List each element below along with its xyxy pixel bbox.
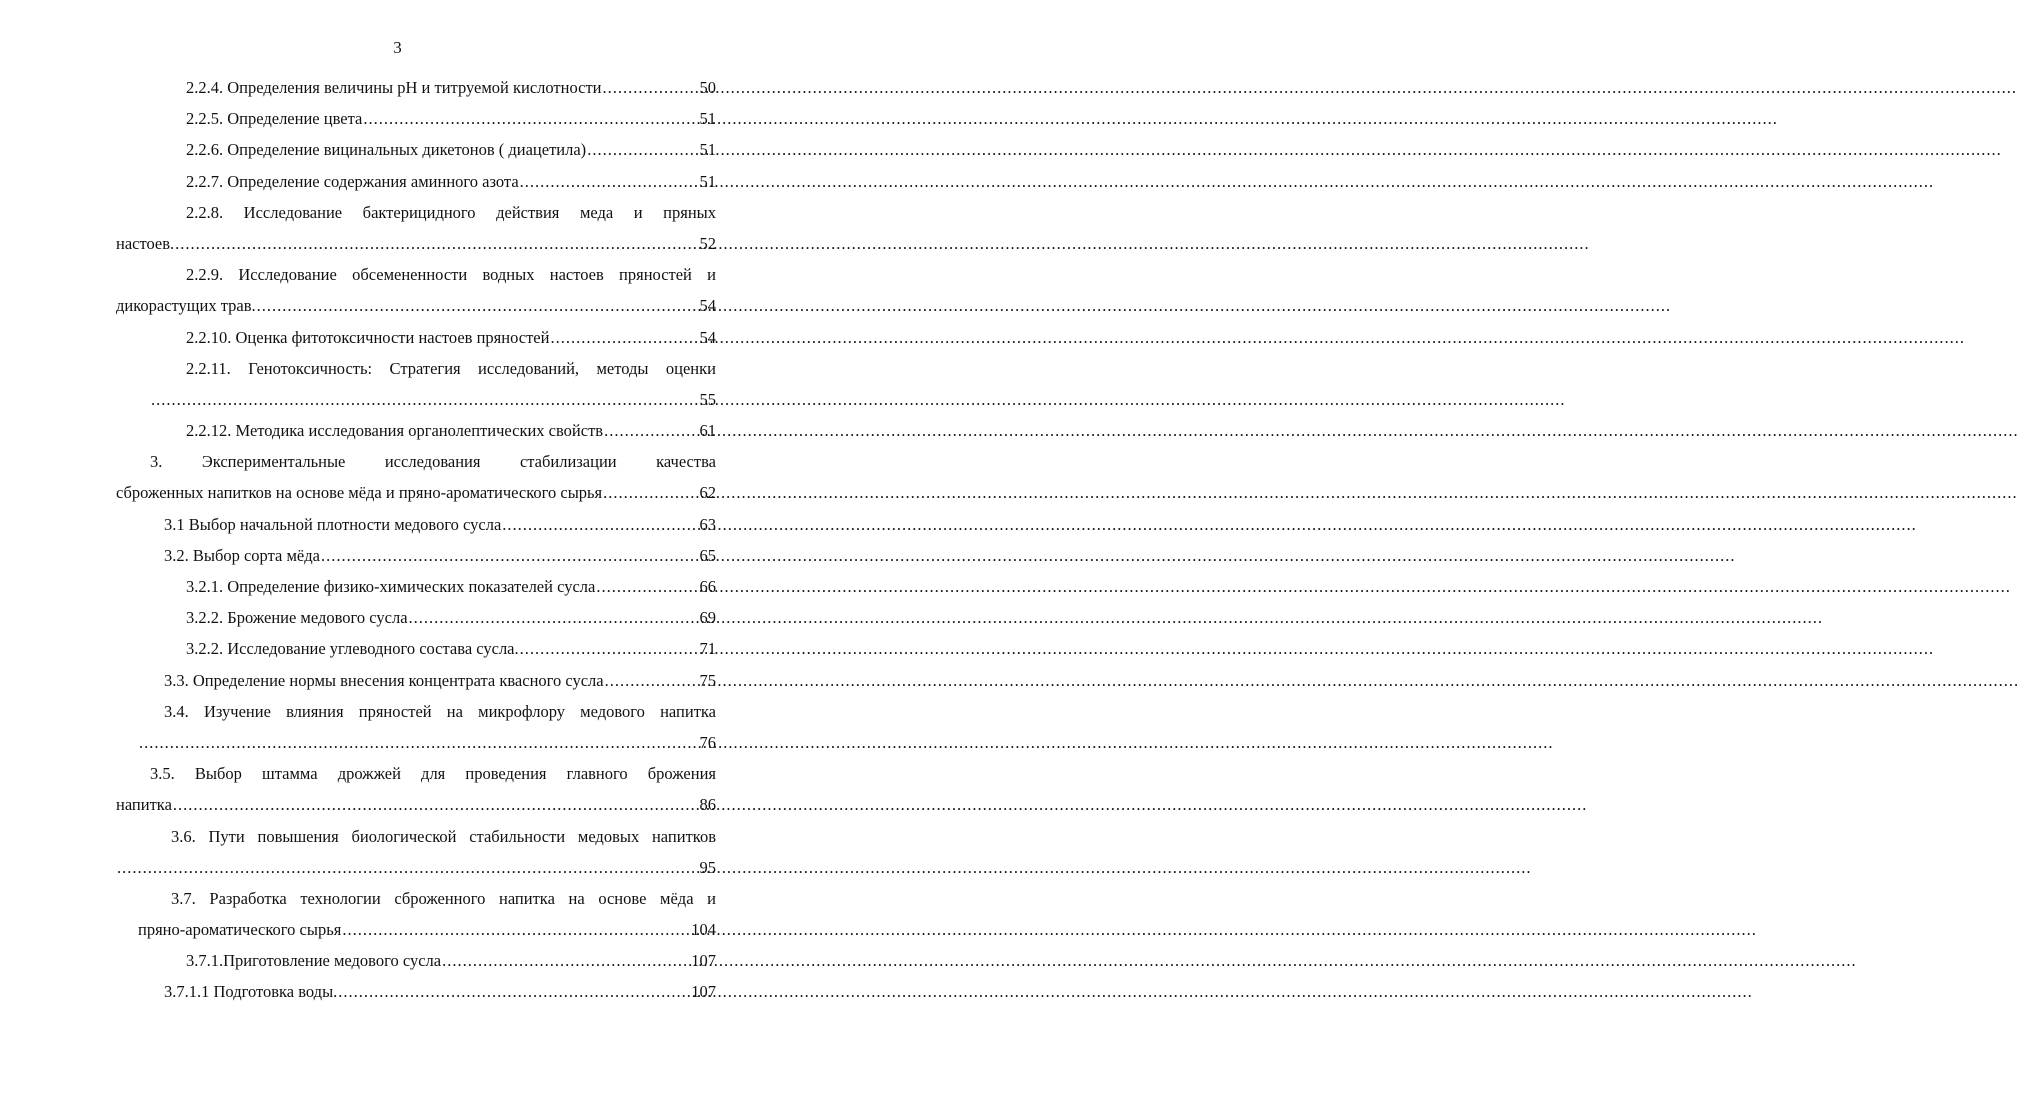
dot-leader [520, 633, 699, 664]
toc-line [116, 103, 716, 134]
toc-entry [116, 446, 716, 508]
toc-entry [116, 665, 716, 696]
toc-line [116, 446, 716, 477]
toc-entry-title: 2.2.5. Определение цвета [186, 109, 363, 129]
toc-line [116, 166, 716, 197]
toc-page-number: 104 [691, 920, 716, 940]
toc-page-number: 107 [691, 982, 716, 1002]
toc-entry-title: 3.2. Выбор сорта мёда [164, 545, 320, 565]
toc-page-number: 51 [699, 171, 716, 191]
toc-line [116, 727, 716, 758]
toc-entry-title: пряно-ароматического сырья [138, 920, 342, 940]
toc-page-number: 55 [699, 389, 716, 409]
toc-entry [116, 353, 716, 415]
toc-line [116, 509, 716, 540]
toc-entry-title: 2.2.12. Методика исследования органолептических свойств [186, 421, 604, 441]
toc-entry-title: 3.1 Выбор начальной плотности медового сусла [164, 514, 502, 534]
toc-page-number: 54 [699, 296, 716, 316]
toc-entry [116, 945, 716, 976]
dot-leader [257, 290, 699, 321]
toc-entry-title: 3.5. Выбор штамма дрожжей для проведения главного брожения [150, 764, 716, 784]
toc-page-number: 66 [699, 577, 716, 596]
toc-page-number: 61 [699, 421, 716, 441]
toc-entry [116, 883, 716, 945]
toc-line [116, 415, 716, 446]
toc-line [116, 976, 716, 1007]
toc-entry-title: 3.7.1.Приготовление медового сусла [186, 951, 442, 971]
toc-entry-title: настоев. [116, 233, 175, 253]
toc-entry-title: 3.2.2. Исследование углеводного состава сусла. [186, 639, 519, 659]
toc-entry [116, 602, 716, 633]
toc-entry-title: 3.2.2. Брожение медового сусла [186, 608, 408, 628]
toc-line [116, 353, 716, 384]
dot-leader [363, 103, 698, 134]
dot-leader [604, 415, 698, 446]
toc-line [116, 852, 716, 883]
toc-entry [116, 976, 716, 1007]
dot-leader [117, 852, 699, 883]
toc-page-number: 86 [699, 795, 716, 815]
toc-entry [116, 571, 716, 602]
toc-entry-title: 2.2.9. Исследование обсемененности водных настоев пряностей и [186, 265, 716, 285]
dot-leader [520, 166, 699, 197]
toc-page-number: 75 [699, 670, 716, 690]
toc-entry [116, 540, 716, 571]
dot-leader [175, 228, 698, 259]
toc-entry [116, 696, 716, 758]
dot-leader [151, 384, 699, 415]
toc-line [116, 197, 716, 228]
toc-line [116, 384, 716, 415]
toc-page-number: 50 [699, 78, 716, 97]
toc-entry-title: 3.7.1.1 Подготовка воды. [164, 982, 338, 1002]
dot-leader [342, 914, 690, 945]
toc-entry [116, 415, 716, 446]
toc-line [116, 883, 716, 914]
toc-entry [116, 758, 716, 820]
toc-entry-title: 3.4. Изучение влияния пряностей на микрофлору медового напитка [164, 701, 716, 721]
toc-entry-title: 3.2.1. Определение физико-химических показателей сусла [186, 577, 596, 596]
dot-leader [605, 665, 699, 696]
toc-entry-title: 3. Экспериментальные исследования стабилизации качества [150, 452, 716, 472]
toc-entry-title: 2.2.4. Определения величины рН и титруемой кислотности [186, 78, 602, 97]
toc-entry-title: напитка [116, 795, 172, 815]
dot-leader [603, 72, 699, 103]
dot-leader [409, 602, 699, 633]
toc-entry [116, 509, 716, 540]
toc-line [116, 665, 716, 696]
toc-line [116, 477, 716, 508]
toc-line [116, 914, 716, 945]
toc-entry [116, 633, 716, 664]
dot-leader [173, 789, 699, 820]
toc-line [116, 540, 716, 571]
toc-line [116, 290, 716, 321]
toc-line [116, 758, 716, 789]
toc-entry-title: 2.2.7. Определение содержания аминного азота [186, 171, 519, 191]
page-number: 3 [393, 38, 402, 57]
toc-page-number: 63 [699, 514, 716, 534]
toc-entry-title: 2.2.10. Оценка фитотоксичности настоев пряностей [186, 327, 550, 347]
toc-line [116, 72, 716, 103]
toc-entry [116, 166, 716, 197]
toc-entry [116, 72, 716, 103]
toc-line [116, 633, 716, 664]
toc-line [116, 259, 716, 290]
toc-line [116, 696, 716, 727]
dot-leader [587, 134, 698, 165]
toc-page-number: 76 [699, 732, 716, 752]
toc-entry [116, 197, 716, 259]
toc-entry-title: 3.3. Определение нормы внесения концентрата квасного сусла [164, 670, 604, 690]
toc-page-number: 95 [699, 857, 716, 877]
dot-leader [139, 727, 699, 758]
toc-page-number: 62 [699, 483, 716, 503]
toc-page-number: 51 [699, 109, 716, 129]
dot-leader [603, 477, 698, 508]
toc-page-number: 69 [699, 608, 716, 628]
toc-page-number: 52 [699, 233, 716, 253]
dot-leader [442, 945, 690, 976]
toc-entry-title: 2.2.6. Определение вицинальных дикетонов ( диацетила) [186, 140, 587, 160]
table-of-contents [116, 72, 716, 1008]
toc-line [116, 322, 716, 353]
dot-leader [321, 540, 699, 571]
toc-entry-title: 3.7. Разработка технологии сброженного напитка на основе мёда и [171, 888, 716, 908]
toc-entry [116, 821, 716, 883]
toc-page-number: 51 [699, 140, 716, 160]
toc-entry-title: 2.2.8. Исследование бактерицидного действия меда и пряных [186, 202, 716, 222]
toc-page-number: 107 [691, 951, 716, 971]
toc-line [116, 134, 716, 165]
toc-entry-title: 3.6. Пути повышения биологической стабильности медовых напитков [171, 826, 716, 846]
toc-entry [116, 259, 716, 321]
toc-line [116, 945, 716, 976]
toc-line [116, 228, 716, 259]
toc-entry [116, 103, 716, 134]
dot-leader [596, 571, 698, 602]
toc-line [116, 602, 716, 633]
toc-entry-title: 2.2.11. Генотоксичность: Стратегия исследований, методы оценки [186, 358, 716, 378]
toc-page-number: 71 [699, 639, 716, 659]
toc-line [116, 821, 716, 852]
dot-leader [550, 322, 698, 353]
toc-line [116, 789, 716, 820]
dot-leader [502, 509, 698, 540]
toc-entry [116, 134, 716, 165]
toc-entry-title: дикорастущих трав. [116, 296, 256, 316]
toc-entry-title: сброженных напитков на основе мёда и пряно-ароматического сырья [116, 483, 603, 503]
toc-page-number: 54 [699, 327, 716, 347]
dot-leader [338, 976, 690, 1007]
toc-page-number: 65 [699, 545, 716, 565]
toc-entry [116, 322, 716, 353]
toc-line [116, 571, 716, 602]
